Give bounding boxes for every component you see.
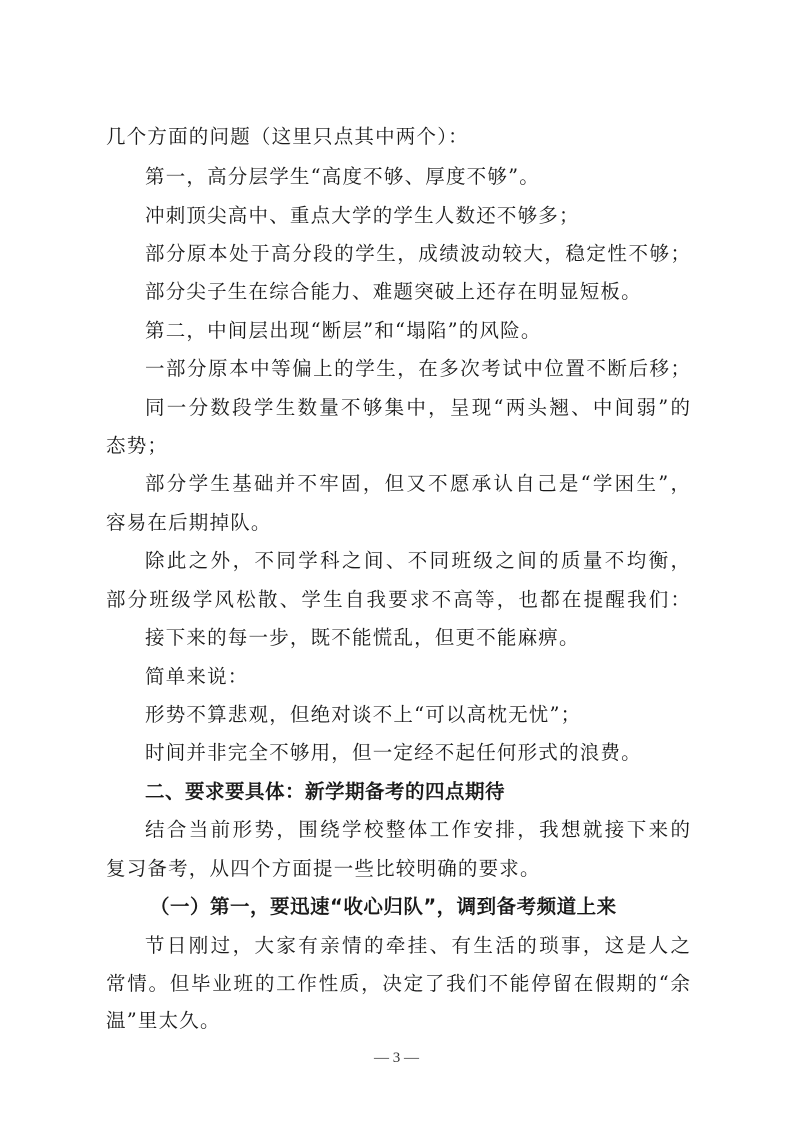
paragraph-line: 除此之外，不同学科之间、不同班级之间的质量不均衡， <box>145 549 690 572</box>
section-heading: 二、要求要具体：新学期备考的四点期待 <box>145 780 506 803</box>
paragraph-line: 接下来的每一步，既不能慌乱，但更不能麻痹。 <box>145 626 580 649</box>
paragraph-line: 第一，高分层学生“高度不够、厚度不够”。 <box>145 165 540 188</box>
paragraph-line: 简单来说： <box>145 665 249 688</box>
paragraph-line: 态势； <box>106 434 169 457</box>
paragraph-line: 部分尖子生在综合能力、难题突破上还存在明显短板。 <box>145 280 642 303</box>
paragraph-line: 时间并非完全不够用，但一定经不起任何形式的浪费。 <box>145 741 642 764</box>
paragraph-line: 容易在后期掉队。 <box>106 511 272 534</box>
paragraph-line: 结合当前形势，围绕学校整体工作安排，我想就接下来的 <box>145 818 690 841</box>
paragraph-line: 复习备考，从四个方面提一些比较明确的要求。 <box>106 857 541 880</box>
paragraph-line: 形势不算悲观，但绝对谈不上“可以高枕无忧”； <box>145 703 582 726</box>
paragraph-line: 部分原本处于高分段的学生，成绩波动较大，稳定性不够； <box>145 242 690 265</box>
paragraph-line: 同一分数段学生数量不够集中，呈现“两头翘、中间弱”的 <box>145 396 690 419</box>
paragraph-line: 冲刺顶尖高中、重点大学的学生人数还不够多； <box>145 204 580 227</box>
page-number: — 3 — <box>374 1050 419 1066</box>
paragraph-line: 第二，中间层出现“断层”和“塌陷”的风险。 <box>145 319 542 342</box>
paragraph-line: 几个方面的问题（这里只点其中两个）： <box>106 125 469 148</box>
paragraph-line: 节日刚过，大家有亲情的牵挂、有生活的琐事，这是人之 <box>145 934 690 957</box>
paragraph-line: 温”里太久。 <box>106 1009 221 1032</box>
paragraph-line: 部分学生基础并不牢固，但又不愿承认自己是“学困生”， <box>145 472 690 495</box>
paragraph-line: 部分班级学风松散、学生自我要求不高等，也都在提醒我们： <box>106 588 690 611</box>
paragraph-line: 常情。但毕业班的工作性质，决定了我们不能停留在假期的“余 <box>106 972 690 995</box>
paragraph-line: 一部分原本中等偏上的学生，在多次考试中位置不断后移； <box>145 357 690 380</box>
subsection-heading: （一）第一，要迅速“收心归队”，调到备考频道上来 <box>150 895 617 918</box>
